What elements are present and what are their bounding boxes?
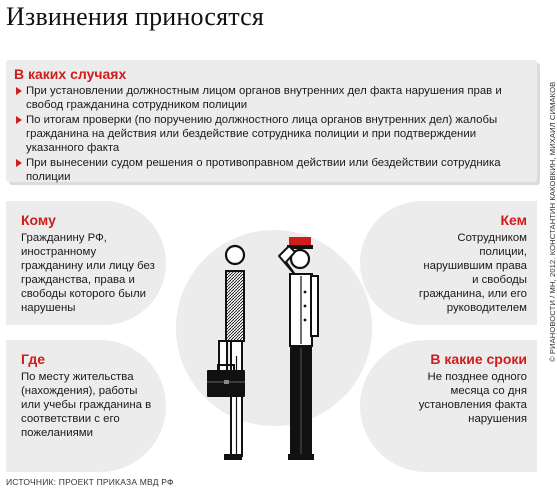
when-text: Не позднее одного месяца со дня установления факта нарушения — [418, 371, 527, 425]
who-text: Гражданину РФ, иностранному гражданину или лицу без гражданства, права и свободы которого были нарушены — [21, 232, 155, 314]
when-heading: В какие сроки — [430, 351, 527, 367]
by-whom-card — [360, 201, 537, 325]
by-whom-heading: Кем — [500, 212, 527, 228]
background-circle — [176, 230, 372, 426]
case-item: При установлении должностным лицом органов внутренних дел факта нарушения прав и свобод гражданина сотрудником полиции — [14, 84, 532, 112]
cases-list — [14, 84, 532, 185]
by-whom-text: Сотрудником полиции, нарушившим права и свободы гражданина, или его руководителем — [418, 232, 527, 314]
who-heading: Кому — [21, 212, 56, 228]
page-title: Извинения приносятся — [6, 2, 265, 31]
where-text: По месту жительства (нахождения), работы или учебы гражданина в соответствии с его пожеланиями — [21, 371, 152, 439]
credit-note: © РИАНОВОСТИ / МН, 2012. КОНСТАНТИН КАКОВКИН, МИХАИЛ СИМАКОВ — [548, 81, 557, 362]
where-heading: Где — [21, 351, 46, 367]
when-card — [360, 340, 537, 472]
citizen-and-officer-illustration — [174, 196, 374, 474]
cases-panel — [6, 60, 537, 182]
cases-heading: В каких случаях — [14, 66, 127, 82]
case-item: По итогам проверки (по поручению должностного лица органов внутренних дел) жалобы гражданина на действия или бездействие сотрудника полиции и при подтверждении указанного факта — [14, 113, 532, 155]
figures-illustration — [174, 196, 374, 474]
where-card — [6, 340, 166, 472]
who-card — [6, 201, 166, 325]
source-note: ИСТОЧНИК: ПРОЕКТ ПРИКАЗА МВД РФ — [6, 477, 174, 487]
case-item: При вынесении судом решения о противоправном действии или бездействии сотрудника полиции — [14, 156, 532, 184]
